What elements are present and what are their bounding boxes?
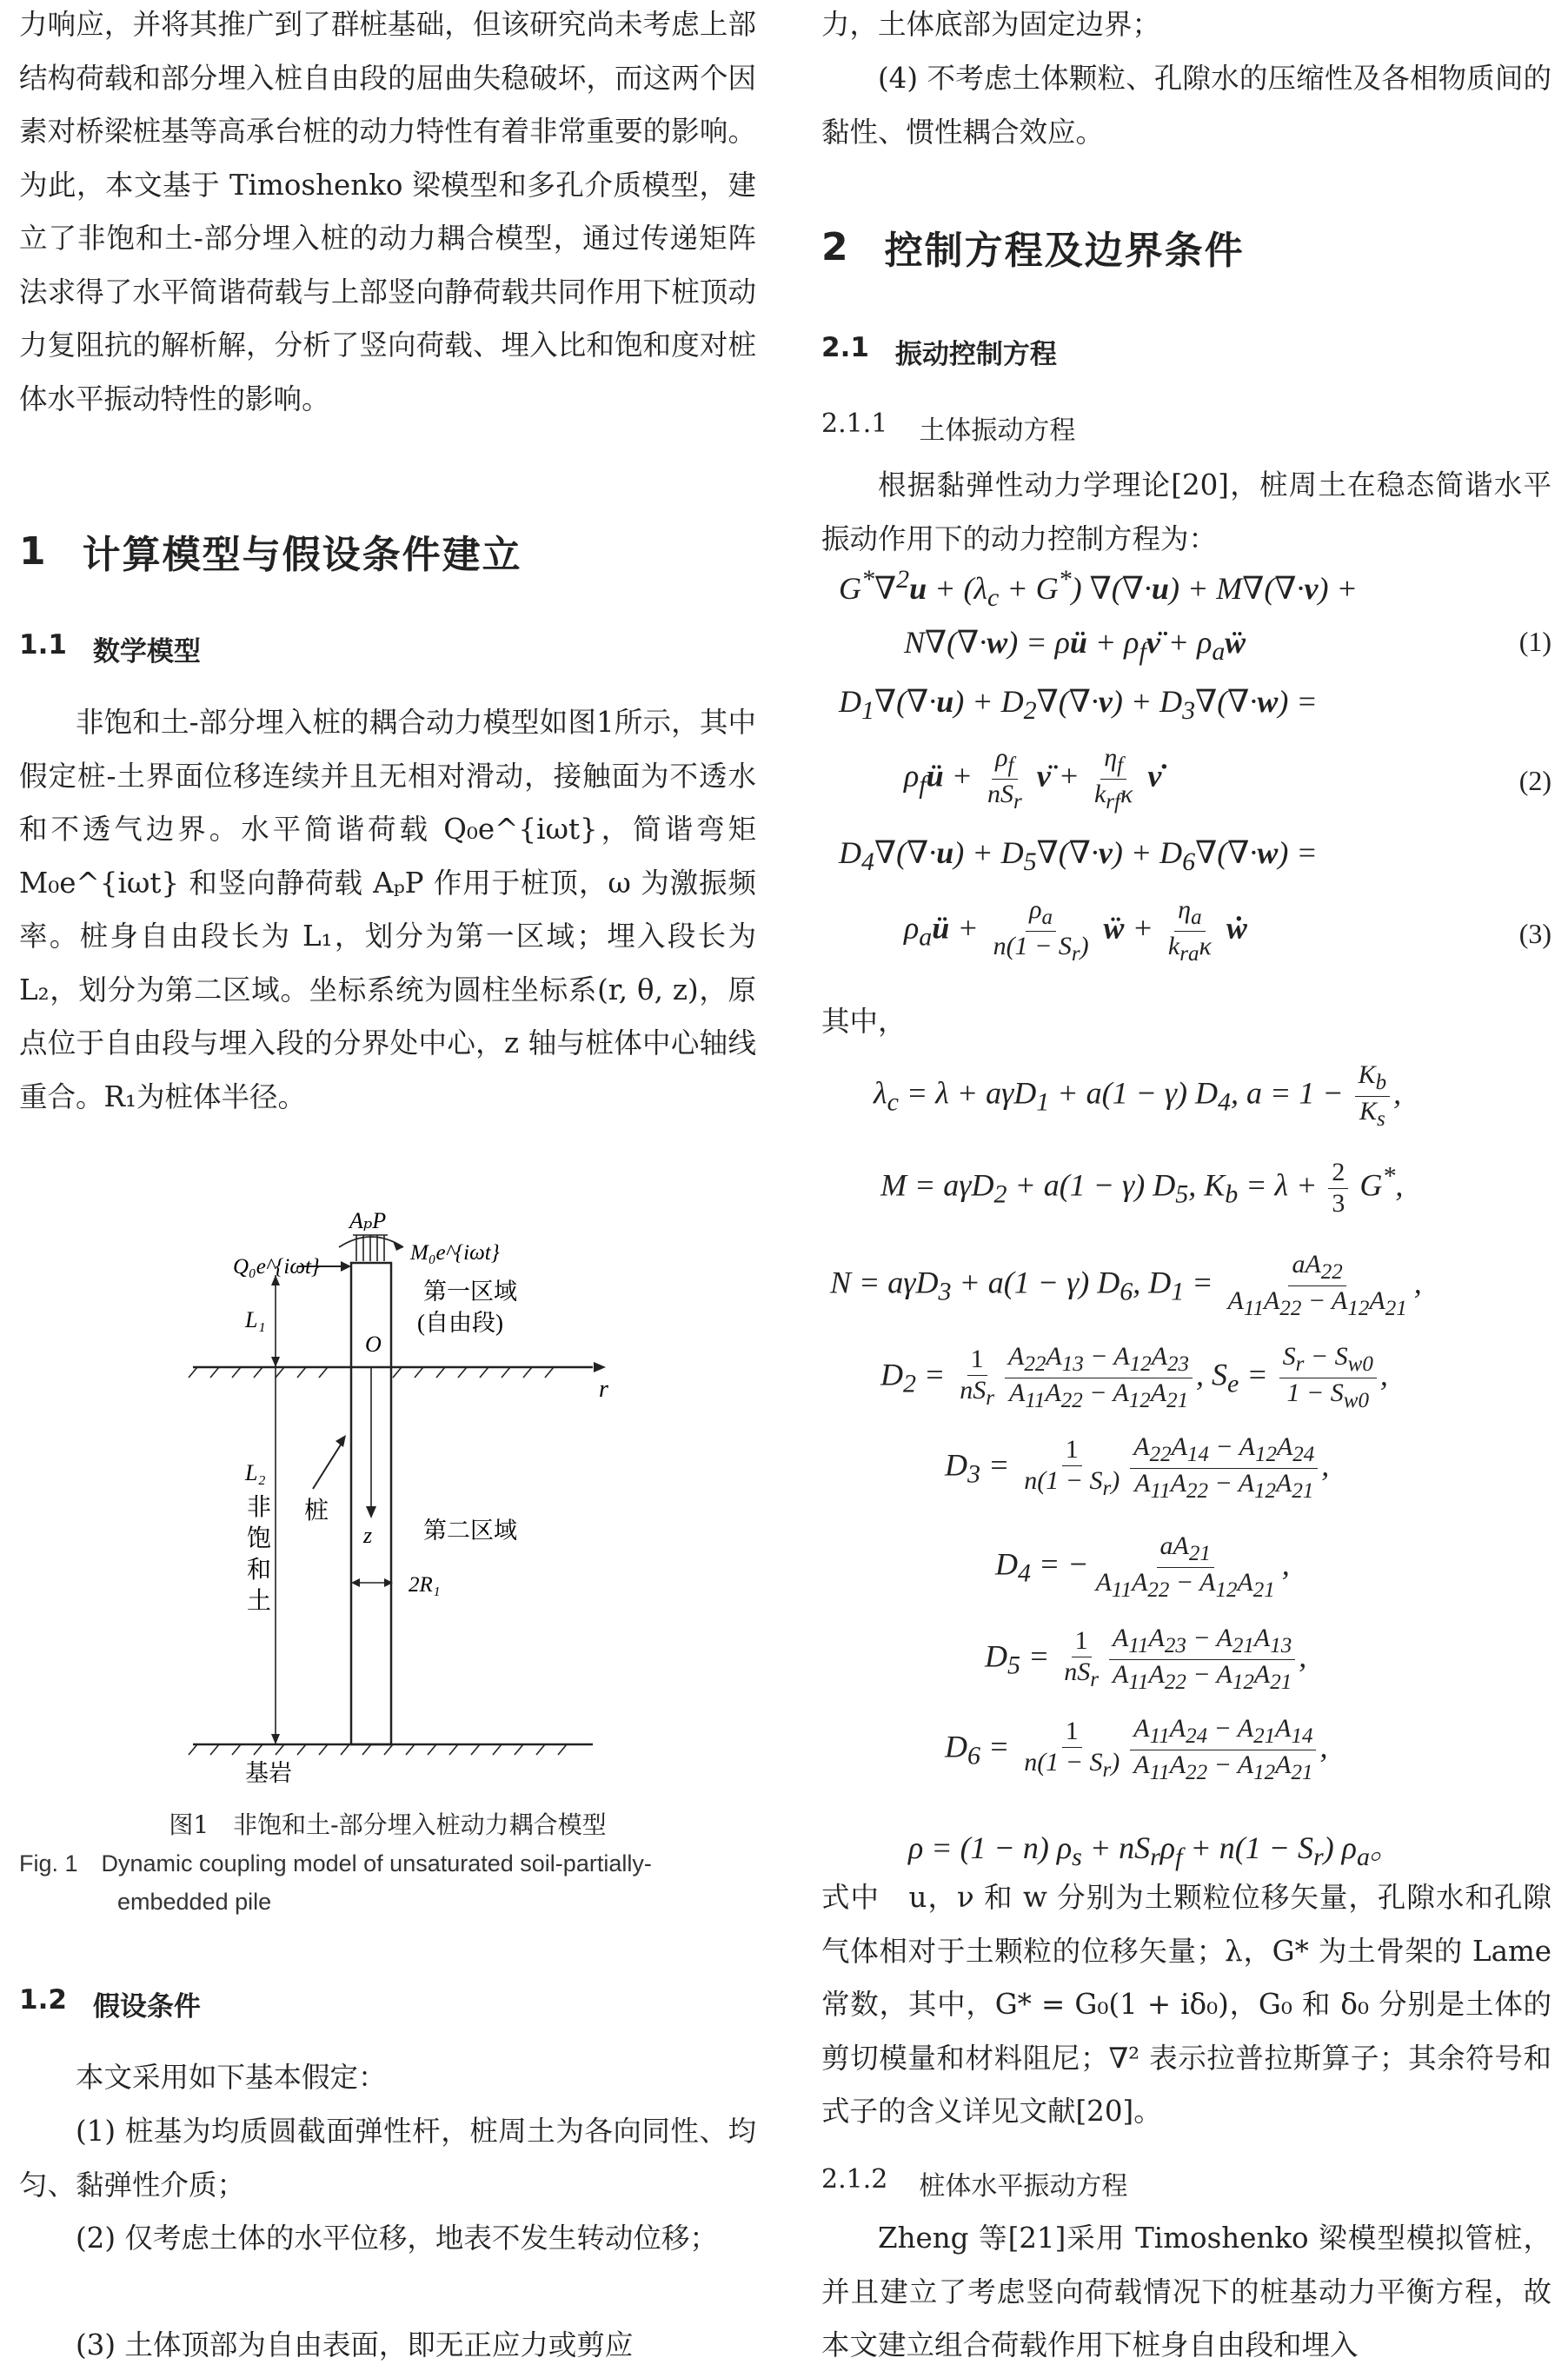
subsubsection-number: 2.1.1 bbox=[821, 409, 888, 439]
equation-3-line-2: $\rho_aü$ + $\frac{\rho_a}{n(1 - S_r)}$ ẅ + $\frac{\eta_a}{k_{ra}\kappa}$ ẇ bbox=[904, 895, 1247, 966]
subsection-number: 1.1 bbox=[19, 629, 67, 661]
section-title: 计算模型与假设条件建立 bbox=[82, 533, 522, 577]
label-origin: O bbox=[365, 1332, 382, 1357]
subsection-title: 假设条件 bbox=[92, 1991, 201, 2023]
subsection-title: 数学模型 bbox=[92, 636, 201, 668]
assumption-intro: 本文采用如下基本假定： bbox=[76, 2061, 387, 2094]
equation-3-line-1: $D_4\nabla(\nabla\cdot u) + D_5\nabla(\nabla\cdot\nu) + D_6\nabla(\nabla\cdot w)$ = bbox=[839, 835, 1318, 877]
def-D5: $D_5$ = $\frac{1}{nS_r}$ $\frac{A_{11}A_{23} - A_{21}A_{13}}{A_{11}A_{22} - A_{12}A_{21}}$ , bbox=[985, 1624, 1307, 1694]
def-D6: $D_6$ = $\frac{1}{n(1 - S_r)}$ $\frac{A_{11}A_{24} - A_{21}A_{14}}{A_{11}A_{22} - A_{12}A_{21}}$ , bbox=[945, 1714, 1328, 1784]
equation-2-number: (2) bbox=[1518, 765, 1551, 796]
figure-1-caption-en-line2: embedded pile bbox=[117, 1889, 272, 1915]
assumption-3: (3) 土体顶部为自由表面，即无正应力或剪应 bbox=[76, 2328, 634, 2361]
def-lambda-c: $\lambda_c = \lambda + a\gamma D_1 + a(1 - \gamma)$ $D_4$, a = 1 − $\frac{K_b}{K_s}$ , bbox=[874, 1060, 1402, 1131]
assumption-1: (1) 桩基为均质圆截面弹性杆，桩周土为各向同性、均匀、黏弹性介质； bbox=[19, 2115, 756, 2202]
label-z-axis: z bbox=[363, 1523, 373, 1548]
subsection-1-1-heading bbox=[19, 629, 201, 668]
subsection-number: 1.2 bbox=[19, 1984, 67, 2016]
label-soil-3: 和 bbox=[247, 1557, 272, 1584]
section-1-heading bbox=[19, 523, 522, 579]
subsection-title: 振动控制方程 bbox=[894, 339, 1057, 370]
label-soil-4: 土 bbox=[247, 1588, 272, 1615]
subsubsection-number: 2.1.2 bbox=[821, 2164, 888, 2195]
figure-1-caption-cn: 图1 非饱和土-部分埋入桩动力耦合模型 bbox=[169, 1810, 607, 1839]
section-number: 2 bbox=[821, 224, 850, 269]
label-region-1: 第一区域 bbox=[423, 1279, 517, 1305]
assumption-4: (4) 不考虑土体颗粒、孔隙水的压缩性及各相物质间的黏性、惯性耦合效应。 bbox=[821, 62, 1551, 149]
subsection-1-2-heading bbox=[19, 1984, 201, 2023]
subsection-number: 2.1 bbox=[821, 332, 869, 363]
def-N: N = aγD$_3$ + a(1 − γ) $D_6$, $D_1$ = $\frac{aA_{22}}{A_{11}A_{22} - A_{12}A_{21}}$ , bbox=[830, 1250, 1422, 1320]
subsubsection-2-1-2-heading bbox=[821, 2164, 1127, 2202]
label-bedrock: 基岩 bbox=[245, 1760, 292, 1786]
label-soil-2: 饱 bbox=[247, 1525, 272, 1552]
equation-2-line-2: $\rho_fü$ + $\frac{\rho_f}{nS_r}$ ν̈ + $\frac{\eta_f}{k_{rf}\kappa}$ ν̇ bbox=[904, 743, 1162, 814]
subsubsection-title: 土体振动方程 bbox=[919, 415, 1076, 446]
symbols-paragraph: 式中 u，ν 和 w 分别为土颗粒位移矢量，孔隙水和孔隙气体相对于土颗粒的位移矢量；λ，G* 为土骨架的 Lame 常数，其中，G* = G₀(1 + iδ₀)，G₀ 和 δ₀ 分别是土体的剪切模量和材料阻尼；∇² 表示拉普拉斯算子；其余符号和式子的含义详见文献[20]。 bbox=[821, 1881, 1551, 2128]
assumption-3-continued: 力，土体底部为固定边界； bbox=[821, 8, 1161, 41]
label-horizontal-load: Q₀e^{iωt} bbox=[233, 1255, 320, 1279]
model-paragraph: 非饱和土-部分埋入桩的耦合动力模型如图1所示，其中假定桩-土界面位移连续并且无相对滑动，接触面为不透水和不透气边界。水平简谐荷载 Q₀e^{iωt}，简谐弯矩 M₀e^{iωt} 和竖向静荷载 AₚP 作用于桩顶，ω 为激振频率。桩身自由段长为 L₁，划分为第一区域；埋入段长为 L₂，划分为第二区域。坐标系统为圆柱坐标系(r, θ, z)，原点位于自由段与埋入段的分界处中心，z 轴与桩体中心轴线重合。R₁为桩体半径。 bbox=[19, 706, 756, 1113]
def-D2: $D_2$ = $\frac{1}{nS_r}$ $\frac{A_{22}A_{13} - A_{12}A_{23}}{A_{11}A_{22} - A_{12}A_{21}}$ , $S_e$ = $\frac{S_r - S_{w0}}{1 - S_{w0}}$ , bbox=[880, 1342, 1388, 1412]
label-soil-1: 非 bbox=[247, 1494, 272, 1521]
intro-paragraph: 力响应，并将其推广到了群桩基础，但该研究尚未考虑上部结构荷载和部分埋入桩自由段的屈曲失稳破坏，而这两个因素对桥梁桩基等高承台桩的动力特性有着非常重要的影响。为此，本文基于 Timoshenko 梁模型和多孔介质模型，建立了非饱和土-部分埋入桩的动力耦合模型，通过传递矩阵法求得了水平简谐荷载与上部竖向静荷载共同作用下桩顶动力复阻抗的解析解，分析了竖向荷载、埋入比和饱和度对桩体水平振动特性的影响。 bbox=[19, 8, 756, 415]
label-r-axis: r bbox=[599, 1376, 608, 1403]
where-label: 其中， bbox=[821, 1005, 907, 1038]
label-pile: 桩 bbox=[304, 1498, 329, 1524]
assumption-2: (2) 仅考虑土体的水平位移，地表不发生转动位移； bbox=[76, 2222, 718, 2255]
label-vertical-load: AₚP bbox=[349, 1208, 387, 1233]
equation-1-number: (1) bbox=[1518, 626, 1551, 657]
label-L1: L₁ bbox=[245, 1307, 266, 1332]
equation-1-line-1: $G^*\nabla^2u + (\lambda_c + G^*) \nabla(\nabla\cdot u) + M\nabla(\nabla\cdot\nu)$ + bbox=[839, 565, 1358, 613]
def-M: M = aγD$_2$ + a(1 − γ) $D_5$, $K_b = \lambda$ + $\frac{2}{3}$ G*, bbox=[880, 1158, 1404, 1218]
def-D4: $D_4$ = − $\frac{aA_{21}}{A_{11}A_{22} - A_{12}A_{21}}$ , bbox=[995, 1531, 1290, 1602]
equation-1-line-2: N∇(∇·w) = ρü + $\rho_f\nü$ + $\rho_aẅ$ bbox=[904, 625, 1246, 667]
subsubsection-title: 桩体水平振动方程 bbox=[919, 2171, 1128, 2202]
section-2-heading bbox=[821, 219, 1245, 275]
label-L2: L₂ bbox=[245, 1460, 266, 1485]
label-region-2: 第二区域 bbox=[423, 1518, 517, 1544]
pile-paragraph: Zheng 等[21]采用 Timoshenko 梁模型模拟管桩，并且建立了考虑竖向荷载情况下的桩基动力平衡方程，故本文建立组合荷载作用下桩身自由段和埋入 bbox=[821, 2222, 1551, 2361]
subsection-2-1-heading bbox=[821, 332, 1057, 371]
figure-1-diagram bbox=[158, 1195, 645, 1786]
figure-1-caption-en-line1: Fig. 1 Dynamic coupling model of unsaturated soil-partially- bbox=[19, 1850, 652, 1876]
label-pile-diameter: 2R₁ bbox=[409, 1573, 441, 1597]
equation-2-line-1: $D_1\nabla(\nabla\cdot u) + D_2\nabla(\nabla\cdot\nu) + D_3\nabla(\nabla\cdot w)$ = bbox=[839, 684, 1318, 726]
equation-3-number: (3) bbox=[1518, 918, 1551, 949]
subsubsection-2-1-1-heading bbox=[821, 409, 1075, 447]
label-region-1-free: (自由段) bbox=[417, 1310, 503, 1336]
section-number: 1 bbox=[19, 528, 48, 574]
def-rho: ρ = (1 − n) $\rho_s + nS_r\rho_f + n(1 - S_r)$ $\rho_a$。 bbox=[908, 1830, 1401, 1872]
def-D3: $D_3$ = $\frac{1}{n(1 - S_r)}$ $\frac{A_{22}A_{14} - A_{12}A_{24}}{A_{11}A_{22} - A_{12}A_{21}}$ , bbox=[945, 1432, 1330, 1503]
soil-equation-intro: 根据黏弹性动力学理论[20]，桩周土在稳态简谐水平振动作用下的动力控制方程为： bbox=[821, 468, 1551, 555]
section-title: 控制方程及边界条件 bbox=[884, 229, 1245, 273]
label-moment: M₀e^{iωt} bbox=[410, 1241, 500, 1265]
